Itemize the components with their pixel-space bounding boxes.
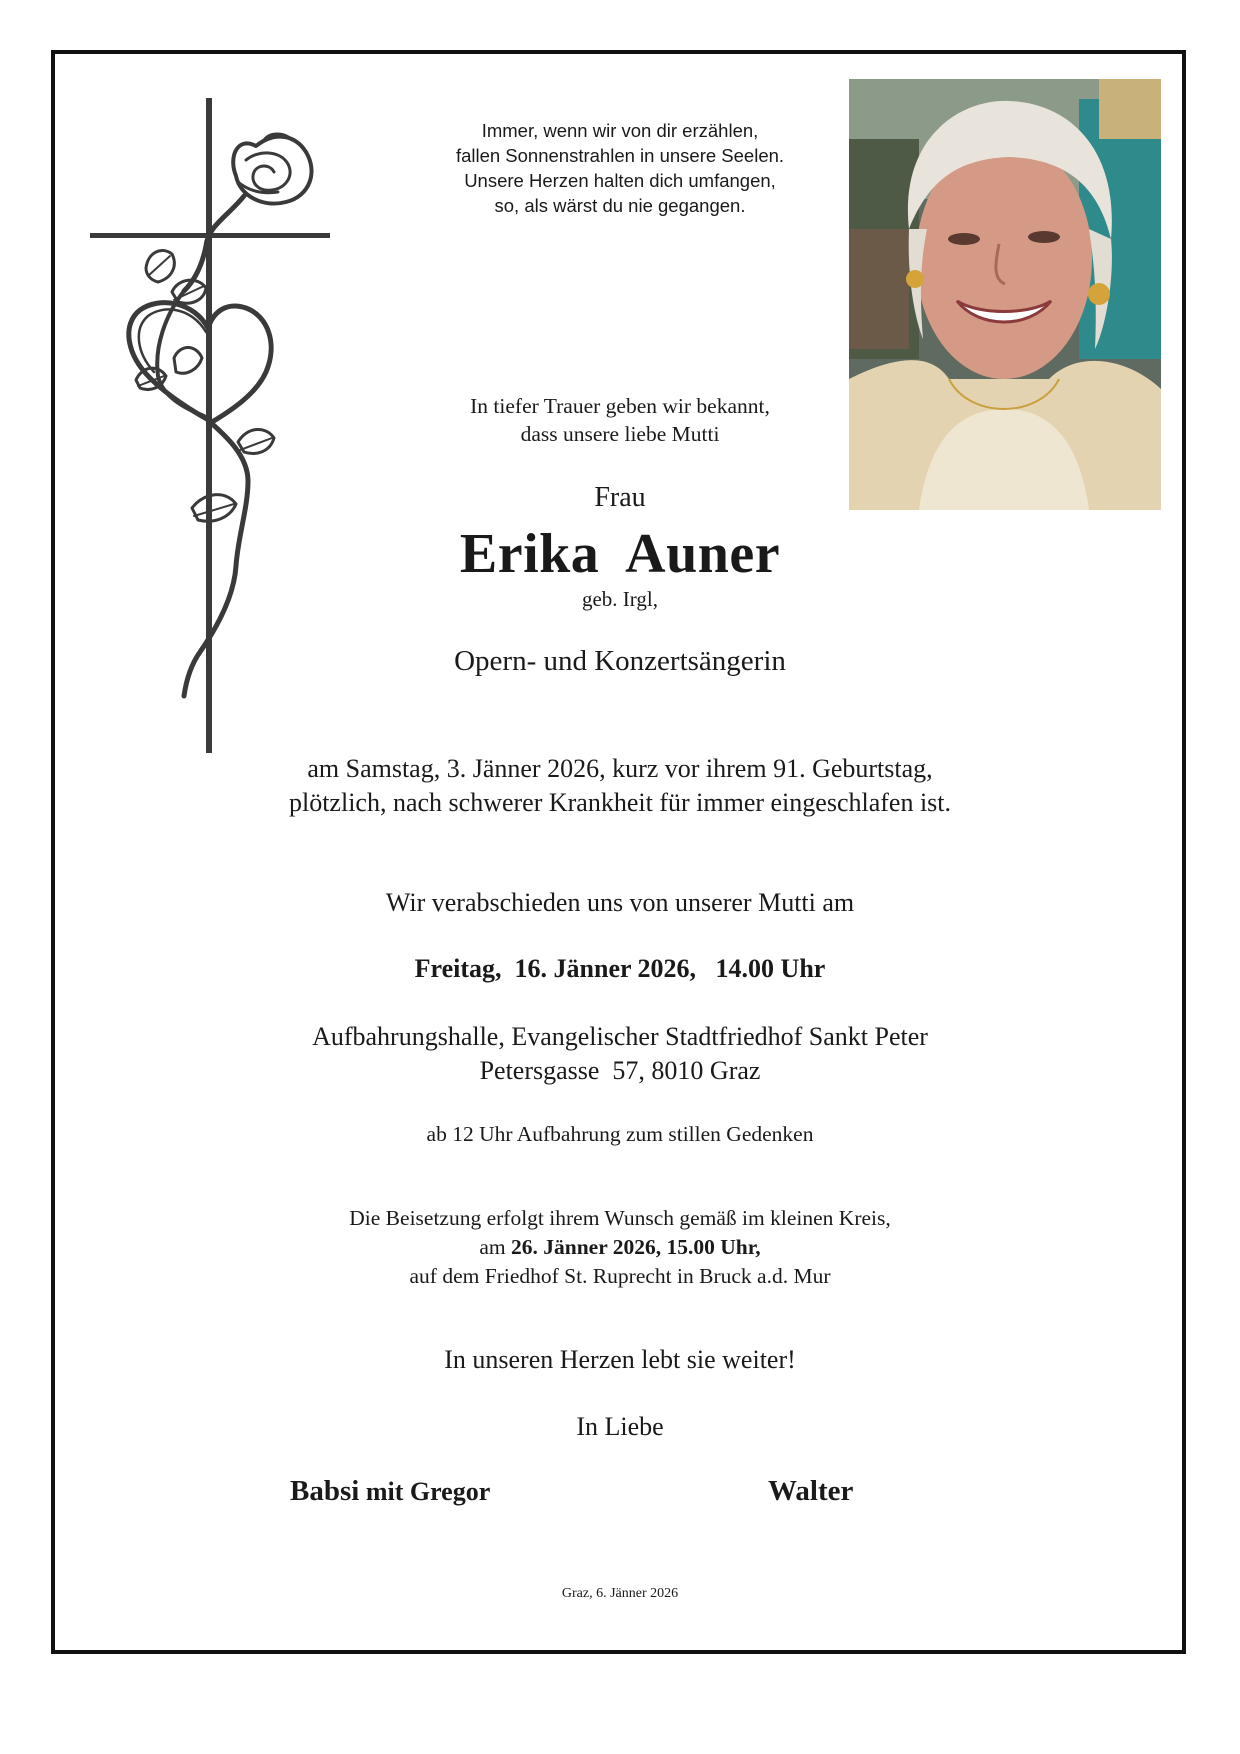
signature-walter: Walter [768, 1475, 854, 1507]
signature-babsi [290, 1475, 490, 1508]
burial-line: Die Beisetzung erfolgt ihrem Wunsch gemäß im kleinen Kreis, [349, 1206, 891, 1230]
poem-line: Unsere Herzen halten dich umfangen, [464, 170, 776, 191]
poem-line: Immer, wenn wir von dir erzählen, [481, 120, 759, 141]
birth-name: geb. Irgl, [581, 587, 658, 611]
death-line: am Samstag, 3. Jänner 2026, kurz vor ihrem 91. Geburtstag, [307, 754, 933, 783]
poem [400, 118, 840, 218]
burial-date-prefix: am [479, 1235, 511, 1259]
death-line: plötzlich, nach schwerer Krankheit für immer eingeschlafen ist. [288, 788, 952, 817]
death-notice [200, 752, 1040, 820]
footer-place-date: Graz, 6. Jänner 2026 [561, 1586, 679, 1601]
farewell-text: Wir verabschieden uns von unserer Mutti am [385, 888, 855, 917]
place-line: Aufbahrungshalle, Evangelischer Stadtfriedhof Sankt Peter [312, 1022, 928, 1051]
viewing-note: ab 12 Uhr Aufbahrung zum stillen Gedenken [426, 1122, 814, 1146]
closing-motto: In unseren Herzen lebt sie weiter! [444, 1345, 796, 1374]
poem-line: fallen Sonnenstrahlen in unsere Seelen. [455, 145, 785, 166]
signature-rest: mit Gregor [359, 1477, 491, 1506]
funeral-date-time: Freitag, 16. Jänner 2026, 14.00 Uhr [414, 954, 826, 983]
place-line: Petersgasse 57, 8010 Graz [479, 1056, 761, 1085]
intro-line: In tiefer Trauer geben wir bekannt, [470, 394, 770, 418]
in-love: In Liebe [576, 1412, 664, 1441]
intro-line: dass unsere liebe Mutti [520, 422, 720, 446]
poem-line: so, als wärst du nie gegangen. [494, 195, 746, 216]
burial-date: 26. Jänner 2026, 15.00 Uhr, [510, 1235, 761, 1259]
intro-text [200, 392, 1040, 448]
burial-line: auf dem Friedhof St. Ruprecht in Bruck a.d. Mur [409, 1264, 831, 1288]
deceased-name: Erika Auner [459, 523, 781, 585]
salutation: Frau [594, 482, 646, 513]
profession: Opern- und Konzertsängerin [454, 645, 786, 677]
funeral-place [200, 1020, 1040, 1088]
signature-name: Babsi [290, 1475, 360, 1507]
burial-line [200, 1233, 1040, 1262]
burial-info [200, 1204, 1040, 1291]
